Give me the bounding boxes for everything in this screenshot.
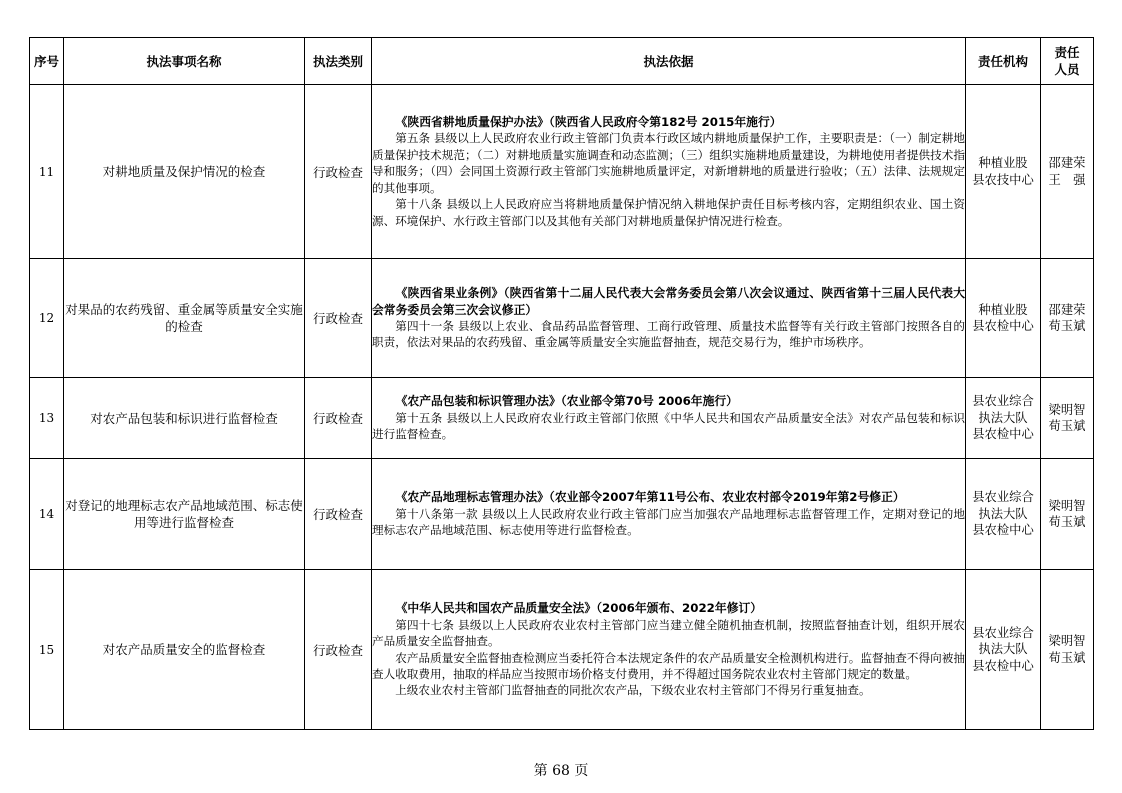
org-line: 执法大队	[978, 410, 1028, 425]
responsible-org	[966, 570, 1041, 730]
header-name: 执法事项名称	[64, 38, 305, 85]
org-line: 县农检中心	[972, 319, 1034, 333]
header-org: 责任机构	[966, 38, 1041, 85]
responsible-persons	[1041, 259, 1094, 378]
law-title: 《陕西省耕地质量保护办法》（陕西省人民政府令第182号 2015年施行）	[395, 115, 782, 130]
enforcement-table	[29, 37, 1094, 730]
law-paragraph: 农产品质量安全监督抽查检测应当委托符合本法规定条件的农产品质量安全检测机构进行。监督抽查不得向被抽查人收取费用，抽取的样品应当按照市场价格支付费用，并不得超过国务院农业农村主管部门规定的数量。	[372, 650, 965, 681]
header-row	[30, 38, 1094, 85]
org-line: 执法大队	[978, 642, 1028, 657]
page-number: 第 68 页	[533, 763, 589, 779]
header-basis: 执法依据	[372, 38, 966, 85]
person-name: 邵建荣	[1048, 302, 1086, 317]
item-name: 对农产品包装和标识进行监督检查	[64, 378, 305, 459]
legal-basis	[372, 259, 966, 378]
responsible-persons	[1041, 85, 1094, 259]
org-line: 种植业股	[978, 302, 1028, 317]
org-line: 县农检中心	[972, 658, 1034, 673]
person-name: 荀玉斌	[1048, 650, 1086, 665]
legal-basis	[372, 570, 966, 730]
table-row	[30, 459, 1094, 570]
legal-basis	[372, 378, 966, 459]
org-line: 县农业综合	[972, 394, 1034, 409]
law-paragraph: 第四十七条 县级以上人民政府农业农村主管部门应当建立健全随机抽查机制，按照监督抽查计划，组织开展农产品质量安全监督抽查。	[372, 617, 965, 649]
header-person	[1041, 38, 1094, 85]
org-line: 县农检中心	[972, 523, 1034, 538]
item-name: 对果品的农药残留、重金属等质量安全实施的检查	[64, 259, 305, 378]
row-number: 13	[30, 378, 64, 459]
person-name: 邵建荣	[1048, 156, 1086, 170]
org-line: 县农技中心	[972, 172, 1034, 187]
legal-basis	[372, 85, 966, 259]
person-name: 荀玉斌	[1048, 515, 1086, 529]
table-row	[30, 259, 1094, 378]
header-no: 序号	[30, 38, 64, 85]
responsible-org	[966, 85, 1041, 259]
law-paragraph: 第五条 县级以上人民政府农业行政主管部门负责本行政区域内耕地质量保护工作，主要职责是：（一）制定耕地质量保护技术规范；（二）对耕地质量实施调查和动态监测；（三）组织实施耕地质量建设，为耕地使用者提供技术指导和服务；（四）会同国土资源行政主管部门实施耕地质量评定，对新增耕地的质量进行验收；（五）法律、法规规定的其他事项。	[372, 131, 965, 195]
law-paragraph: 第四十一条 县级以上农业、食品药品监督管理、工商行政管理、质量技术监督等有关行政主管部门按照各自的职责，依法对果品的农药残留、重金属等质量安全实施监督抽查，规范交易行为，维护市场秩序。	[372, 319, 965, 350]
item-category: 行政检查	[305, 378, 372, 459]
person-name: 梁明智	[1048, 634, 1086, 648]
org-line: 种植业股	[978, 156, 1028, 170]
row-number: 15	[30, 570, 64, 730]
table-row	[30, 85, 1094, 259]
law-title: 《农产品包装和标识管理办法》（农业部令第70号 2006年施行）	[395, 394, 738, 409]
law-paragraph: 第十五条 县级以上人民政府农业行政主管部门依照《中华人民共和国农产品质量安全法》对农产品包装和标识进行监督检查。	[372, 410, 965, 442]
item-category: 行政检查	[305, 459, 372, 570]
law-paragraph: 第十八条第一款 县级以上人民政府农业行政主管部门应当加强农产品地理标志监督管理工作，定期对登记的地理标志农产品地域范围、标志使用等进行监督检查。	[372, 506, 965, 538]
row-number: 12	[30, 259, 64, 378]
item-category: 行政检查	[305, 259, 372, 378]
responsible-persons	[1041, 459, 1094, 570]
item-category: 行政检查	[305, 85, 372, 259]
row-number: 14	[30, 459, 64, 570]
header-category: 执法类别	[305, 38, 372, 85]
person-name: 王 强	[1048, 172, 1086, 187]
person-name: 荀玉斌	[1048, 319, 1086, 333]
table-row	[30, 570, 1094, 730]
responsible-org	[966, 259, 1041, 378]
responsible-persons	[1041, 378, 1094, 459]
law-title: 《中华人民共和国农产品质量安全法》（2006年颁布、2022年修订）	[395, 601, 763, 616]
org-line: 执法大队	[978, 506, 1028, 521]
org-line: 县农检中心	[972, 427, 1034, 442]
person-name: 荀玉斌	[1048, 419, 1086, 433]
table-row	[30, 378, 1094, 459]
person-name: 梁明智	[1048, 402, 1086, 417]
responsible-org	[966, 459, 1041, 570]
item-name: 对耕地质量及保护情况的检查	[64, 85, 305, 259]
law-paragraph: 第十八条 县级以上人民政府应当将耕地质量保护情况纳入耕地保护责任目标考核内容，定期组织农业、国土资源、环境保护、水行政主管部门以及其他有关部门对耕地质量保护情况进行检查。	[372, 197, 965, 228]
legal-basis	[372, 459, 966, 570]
item-name: 对农产品质量安全的监督检查	[64, 570, 305, 730]
item-name: 对登记的地理标志农产品地域范围、标志使用等进行监督检查	[64, 459, 305, 570]
responsible-org	[966, 378, 1041, 459]
law-paragraph: 上级农业农村主管部门监督抽查的同批次农产品，下级农业农村主管部门不得另行重复抽查。	[395, 683, 871, 698]
org-line: 县农业综合	[972, 625, 1034, 640]
responsible-persons	[1041, 570, 1094, 730]
header-person-line1: 责任	[1054, 45, 1080, 60]
item-category: 行政检查	[305, 570, 372, 730]
header-person-line2: 人员	[1054, 62, 1080, 77]
person-name: 梁明智	[1048, 498, 1086, 513]
law-title: 《农产品地理标志管理办法》（农业部令2007年第11号公布、农业农村部令2019年第2号修正）	[395, 490, 905, 505]
row-number: 11	[30, 85, 64, 259]
org-line: 县农业综合	[972, 490, 1034, 505]
law-title: 《陕西省果业条例》（陕西省第十二届人民代表大会常务委员会第八次会议通过、陕西省第十三届人民代表大会常务委员会第三次会议修正）	[372, 286, 965, 317]
